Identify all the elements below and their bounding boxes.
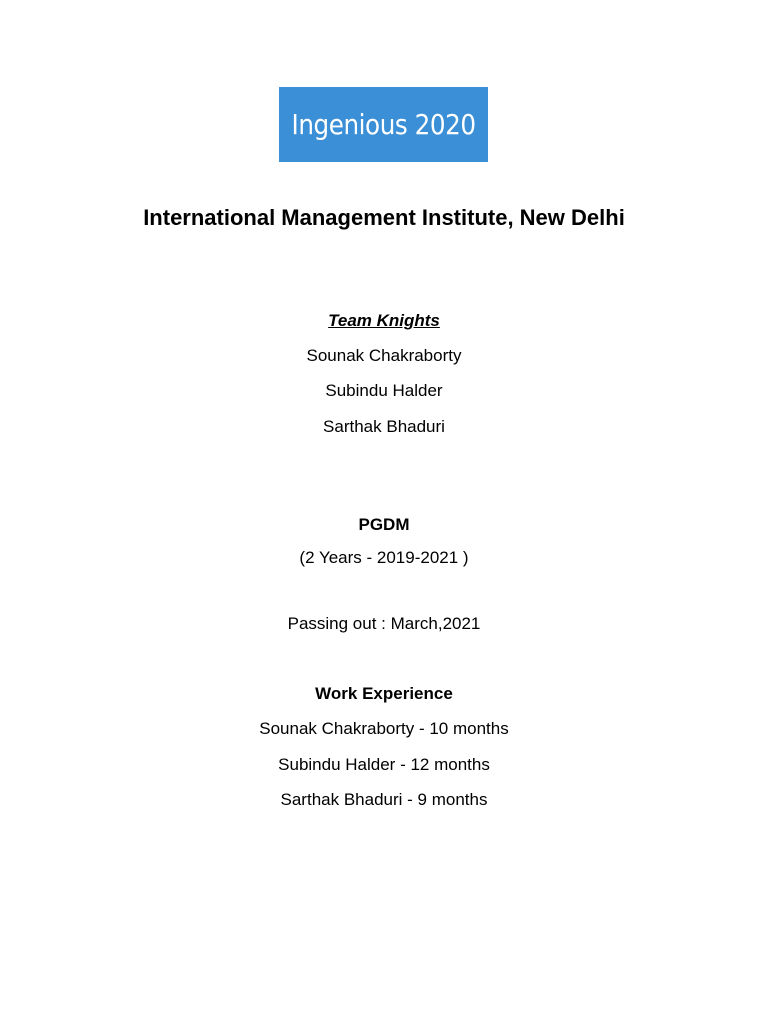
team-member: Subindu Halder — [325, 381, 443, 400]
work-experience-entry: Subindu Halder - 12 months — [278, 755, 490, 774]
ingenious-logo — [279, 87, 488, 162]
team-name: Team Knights — [328, 311, 440, 330]
program-name: PGDM — [358, 515, 410, 534]
program-duration: (2 Years - 2019-2021 ) — [299, 548, 469, 567]
team-member: Sounak Chakraborty — [306, 346, 462, 365]
passing-out: Passing out : March,2021 — [287, 614, 481, 633]
work-experience-entry: Sounak Chakraborty - 10 months — [259, 719, 509, 738]
work-experience-entry: Sarthak Bhaduri - 9 months — [280, 790, 488, 809]
institute-title: International Management Institute, New Delhi — [143, 205, 625, 230]
work-experience-heading: Work Experience — [315, 684, 453, 703]
logo-text: Ingenious 2020 — [291, 108, 476, 141]
team-member: Sarthak Bhaduri — [323, 417, 445, 436]
